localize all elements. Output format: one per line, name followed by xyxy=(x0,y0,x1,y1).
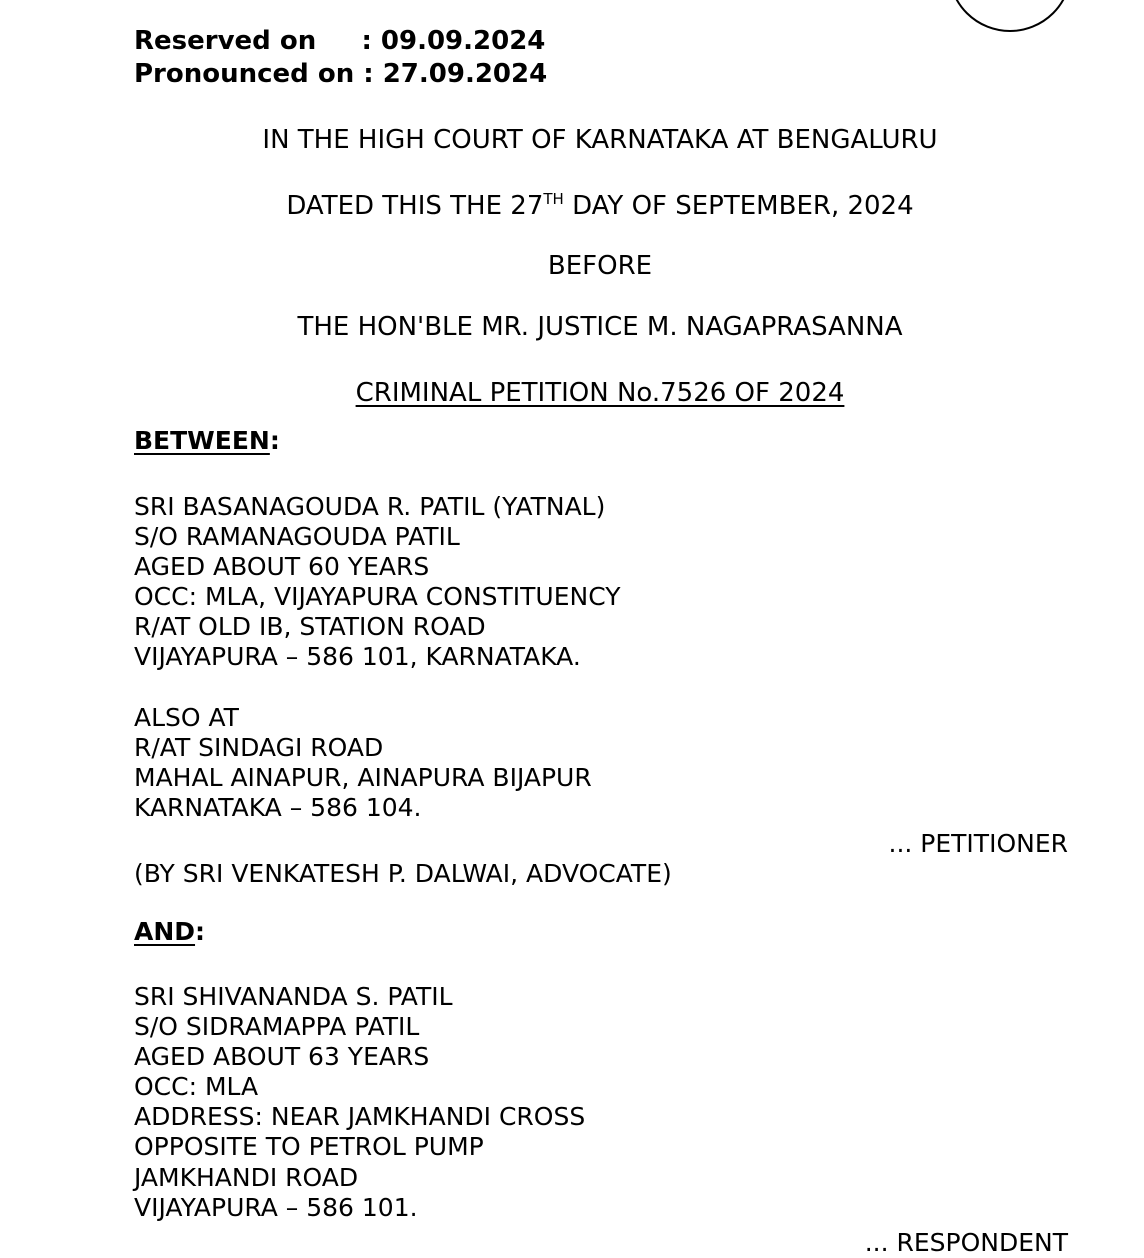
respondent-details xyxy=(134,982,585,1223)
and-colon: : xyxy=(195,917,206,946)
seal-circle xyxy=(948,0,1072,32)
respondent-line: OPPOSITE TO PETROL PUMP xyxy=(134,1132,484,1162)
petitioner-line: OCC: MLA, VIJAYAPURA CONSTITUENCY xyxy=(134,582,621,612)
dated-suffix: DAY OF SEPTEMBER, 2024 xyxy=(563,191,914,221)
petitioner-line: VIJAYAPURA – 586 101, KARNATAKA. xyxy=(134,642,581,672)
also-at-line: KARNATAKA – 586 104. xyxy=(134,793,422,823)
petitioner-role: ... PETITIONER xyxy=(888,829,1068,858)
petitioner-line: AGED ABOUT 60 YEARS xyxy=(134,552,430,582)
before-label: BEFORE xyxy=(547,251,653,281)
petitioner-line: SRI BASANAGOUDA R. PATIL (YATNAL) xyxy=(134,492,606,521)
respondent-line: SRI SHIVANANDA S. PATIL xyxy=(134,982,453,1011)
judge-name: THE HON'BLE MR. JUSTICE M. NAGAPRASANNA xyxy=(297,312,903,342)
also-at-line: R/AT SINDAGI ROAD xyxy=(134,733,384,763)
court-name: IN THE HIGH COURT OF KARNATAKA AT BENGALURU xyxy=(262,125,938,155)
between-heading xyxy=(134,426,280,456)
respondent-line: S/O SIDRAMAPPA PATIL xyxy=(134,1012,420,1042)
respondent-line: AGED ABOUT 63 YEARS xyxy=(134,1042,430,1072)
pronounced-on-date: Pronounced on : 27.09.2024 xyxy=(134,59,548,89)
reserved-on-date: Reserved on : 09.09.2024 xyxy=(134,26,546,56)
dated-ordinal: TH xyxy=(543,190,564,208)
petitioner-also-at xyxy=(134,703,592,823)
dated-prefix: DATED THIS THE 27 xyxy=(286,191,544,221)
between-colon: : xyxy=(269,426,280,455)
petitioner-line: S/O RAMANAGOUDA PATIL xyxy=(134,522,460,552)
also-at-line: ALSO AT xyxy=(134,703,239,732)
between-heading-text: BETWEEN xyxy=(134,426,270,455)
respondent-role: ... RESPONDENT xyxy=(864,1228,1068,1257)
case-title-text: CRIMINAL PETITION No.7526 OF 2024 xyxy=(355,378,845,408)
case-title xyxy=(0,377,1144,409)
petitioner-line: R/AT OLD IB, STATION ROAD xyxy=(134,612,486,642)
dated-line xyxy=(0,190,1144,222)
respondent-line: ADDRESS: NEAR JAMKHANDI CROSS xyxy=(134,1102,586,1132)
and-heading xyxy=(134,917,205,947)
petitioner-details xyxy=(134,492,621,673)
respondent-line: JAMKHANDI ROAD xyxy=(134,1162,359,1192)
also-at-line: MAHAL AINAPUR, AINAPURA BIJAPUR xyxy=(134,763,592,793)
petitioner-advocate: (BY SRI VENKATESH P. DALWAI, ADVOCATE) xyxy=(134,859,672,888)
respondent-line: OCC: MLA xyxy=(134,1072,259,1102)
respondent-line: VIJAYAPURA – 586 101. xyxy=(134,1192,418,1222)
and-heading-text: AND xyxy=(134,917,196,946)
